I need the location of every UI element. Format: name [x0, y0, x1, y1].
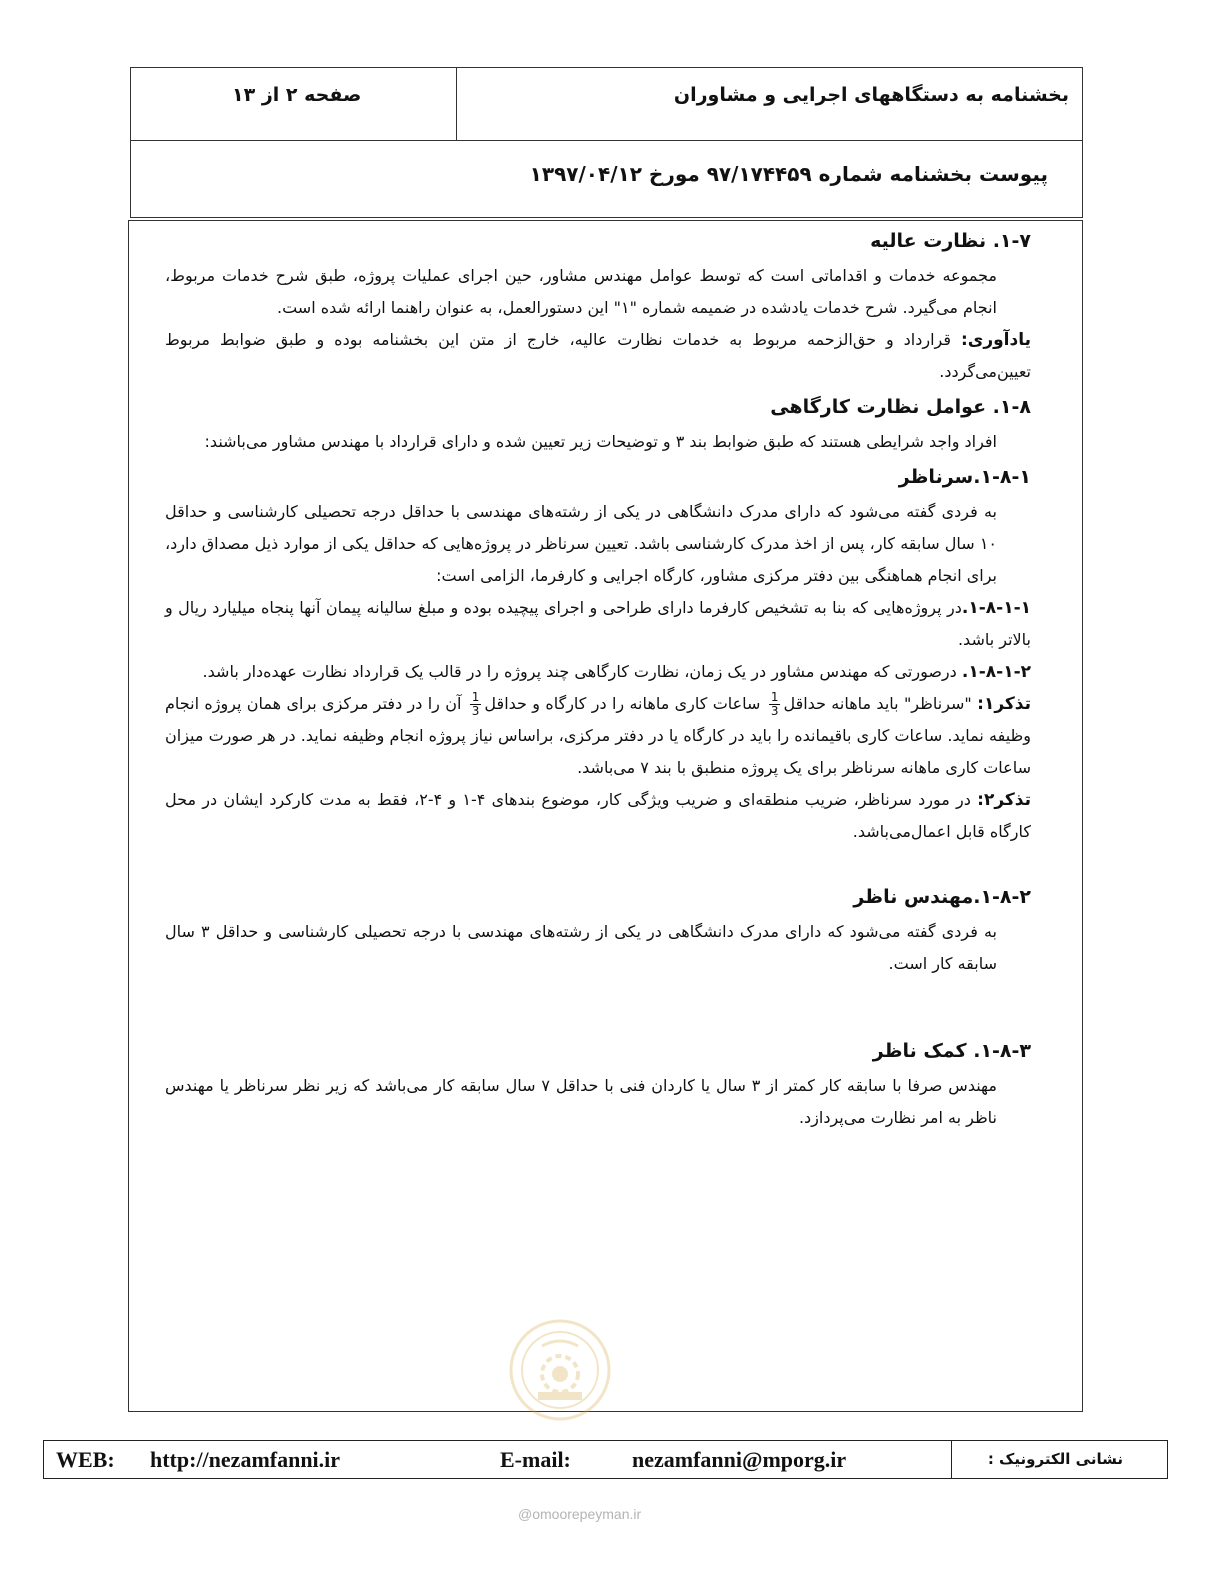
header-divider — [130, 140, 1083, 141]
spacer — [165, 848, 1031, 878]
paragraph: به فردی گفته می‌شود که دارای مدرک دانشگاهی در یکی از رشته‌های مهندسی با حداقل درجه تحصیلی کارشناسی و حداقل ۱۰ سال سابقه کار، پس از اخذ مدرک کارشناسی باشد. تعیین سرناظر در پروژه‌هایی که حداقل یکی از موارد ذیل مصداق دارد، برای انجام هماهنگی بین دفتر مرکزی مشاور، کارگاه اجرایی و کارفرما، الزامی است: — [165, 502, 997, 585]
note-text: "سرناظر" باید ماهانه حداقل — [783, 694, 978, 713]
watermark-credit: @omoorepeyman.ir — [518, 1506, 642, 1522]
item-number: ۱-۸-۱-۲. — [961, 662, 1031, 682]
address-label: نشانی الکترونیک : — [987, 1450, 1123, 1468]
list-item — [165, 592, 1031, 656]
note-paragraph — [165, 324, 1031, 388]
circular-title: بخشنامه به دستگاههای اجرایی و مشاوران — [673, 84, 1069, 106]
list-item — [165, 656, 1031, 688]
website-link[interactable]: http://nezamfanni.ir — [150, 1447, 341, 1472]
note-text: قرارداد و حق‌الزحمه مربوط به خدمات نظارت عالیه، خارج از متن این بخشنامه بوده و طبق ضوابط مربوط تعیین‌می‌گردد. — [165, 330, 1031, 381]
section-heading: ۱-۸-۳. کمک ناظر — [872, 1040, 1031, 1062]
attachment-reference: پیوست بخشنامه شماره ۹۷/۱۷۴۴۵۹ مورخ ۱۳۹۷/۰۴/۱۲ — [529, 162, 1048, 186]
seal-watermark-icon — [508, 1318, 612, 1422]
item-number: ۱-۸-۱-۱. — [961, 598, 1031, 618]
note-text: ساعات کاری ماهانه را در کارگاه و حداقل — [484, 694, 766, 713]
web-label: WEB: — [56, 1447, 115, 1472]
note-text: در مورد سرناظر، ضریب منطقه‌ای و ضریب ویژگی کار، موضوع بندهای ۴-۱ و ۴-۲، فقط به مدت کارکرد ایشان در محل کارگاه قابل اعمال‌می‌باشد. — [165, 790, 1031, 841]
note-text: آن را در دفتر مرکزی برای همان پروژه انجام وظیفه نماید. ساعات کاری باقیمانده را باید در کارگاه یا در دفتر مرکزی، براساس نیاز پروژه انجام وظیفه نماید. در هر صورت میزان ساعات کاری ماهانه سرناظر برای یک پروژه منطبق با بند ۷ می‌باشد. — [165, 694, 1031, 777]
footer-contact-bar — [43, 1440, 1168, 1479]
section-heading: ۱-۸-۱.سرناظر — [898, 466, 1031, 488]
spacer — [165, 980, 1031, 1032]
note-label: تذکر۲: — [977, 790, 1031, 810]
document-body — [165, 222, 1031, 1134]
section-heading: ۱-۸-۲.مهندس ناظر — [853, 886, 1031, 908]
email-link[interactable]: nezamfanni@mporg.ir — [632, 1447, 847, 1472]
note-label: یادآوری: — [960, 330, 1031, 350]
footer-divider — [951, 1441, 952, 1478]
header-divider — [456, 67, 457, 140]
paragraph: افراد واجد شرایطی هستند که طبق ضوابط بند ۳ و توضیحات زیر تعیین شده و دارای قرارداد با مهندس مشاور می‌باشند: — [204, 432, 997, 451]
note-paragraph — [165, 784, 1031, 848]
item-text: درصورتی که مهندس مشاور در یک زمان، نظارت کارگاهی چند پروژه را در قالب یک قرارداد نظارت عهده‌دار باشد. — [202, 662, 962, 681]
paragraph: مهندس صرفا با سابقه کار کمتر از ۳ سال یا کاردان فنی با حداقل ۷ سال سابقه کار می‌باشد که زیر نظر سرناظر یا مهندس ناظر به امر نظارت می‌پردازد. — [165, 1076, 997, 1127]
section-heading: ۱-۷. نظارت عالیه — [870, 230, 1031, 252]
item-text: در پروژه‌هایی که بنا به تشخیص کارفرما دارای طراحی و اجرای پیچیده بوده و مبلغ سالیانه پیمان آنها پنجاه میلیارد ریال و بالاتر باشد. — [165, 598, 1031, 649]
paragraph: به فردی گفته می‌شود که دارای مدرک دانشگاهی در یکی از رشته‌های مهندسی با درجه تحصیلی کارشناسی و حداقل ۳ سال سابقه کار است. — [165, 922, 997, 973]
paragraph: مجموعه خدمات و اقداماتی است که توسط عوامل مهندس مشاور، حین اجرای عملیات پروژه، طبق شرح خدمات مربوط، انجام می‌گیرد. شرح خدمات یادشده در ضمیمه شماره "۱" این دستورالعمل، به عنوان راهنما ارائه شده است. — [165, 266, 997, 317]
note-paragraph — [165, 688, 1031, 784]
note-label: تذکر۱: — [977, 694, 1032, 714]
email-label: E-mail: — [500, 1447, 571, 1472]
section-heading: ۱-۸. عوامل نظارت کارگاهی — [770, 396, 1031, 418]
fraction: $\frac{1}{3}$ — [471, 690, 480, 718]
fraction: $\frac{1}{3}$ — [770, 690, 779, 718]
page-number: صفحه ۲ از ۱۳ — [232, 84, 362, 106]
